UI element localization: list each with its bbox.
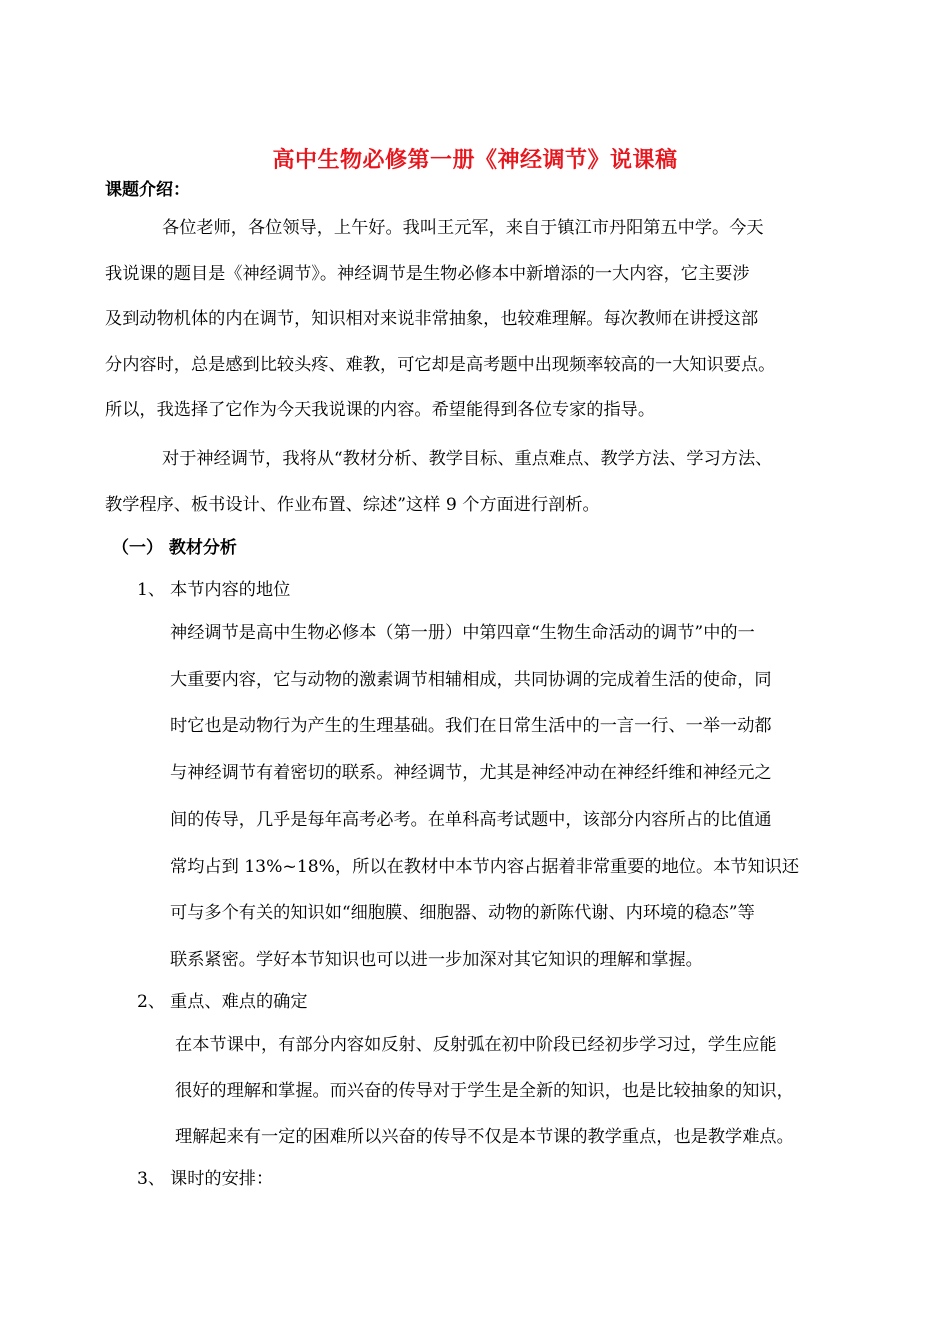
text-line: 及到动物机体的内在调节，知识相对来说非常抽象，也较难理解。每次教师在讲授这部 [105,309,759,329]
text-line: 各位老师，各位领导，上午好。我叫王元军，来自于镇江市丹阳第五中学。今天 [162,218,764,238]
text-line: 可与多个有关的知识如“细胞膜、细胞器、动物的新陈代谢、内环境的稳态”等 [170,903,755,924]
text-line: 对于神经调节，我将从“教材分析、教学目标、重点难点、教学方法、学习方法、 [162,449,773,469]
text-line: 与神经调节有着密切的联系。神经调节，尤其是神经冲动在神经纤维和神经元之 [170,763,772,784]
item-label: 重点、难点的确定 [170,992,308,1012]
intro-heading: 课题介绍： [105,180,190,200]
text-line: 联系紧密。学好本节知识也可以进一步加深对其它知识的理解和掌握。 [170,949,703,970]
text-line: 神经调节是高中生物必修本（第一册）中第四章“生物生命活动的调节”中的一 [170,623,755,643]
text-line: 所以，我选择了它作为今天我说课的内容。希望能得到各位专家的指导。 [105,400,656,420]
item-number: 3、 [137,1169,166,1189]
item-number: 2、 [137,992,166,1012]
text-line: 间的传导，几乎是每年高考必考。在单科高考试题中，该部分内容所占的比值通 [170,809,772,830]
text-line: 时它也是动物行为产生的生理基础。我们在日常生活中的一言一行、一举一动都 [170,716,772,737]
intro-paragraph-1 [105,206,865,434]
item-label: 课时的安排： [170,1169,274,1189]
text-line: 在本节课中，有部分内容如反射、反射弧在初中阶段已经初步学习过，学生应能 [175,1035,777,1055]
text-line: 我说课的题目是《神经调节》。神经调节是生物必修本中新增添的一大内容，它主要涉 [105,263,750,284]
text-line: 大重要内容，它与动物的激素调节相辅相成，共同协调的完成着生活的使命，同 [170,669,772,690]
item-2-paragraph [175,1022,794,1160]
document-title: 高中生物必修第一册《神经调节》说课稿 [272,147,678,173]
section-heading-textbook-analysis: （一） 教材分析 [112,538,237,558]
intro-paragraph-2 [105,437,865,528]
text-line: 常均占到 13%~18%，所以在教材中本节内容占据着非常重要的地位。本节知识还 [170,856,800,877]
text-line: 很好的理解和掌握。而兴奋的传导对于学生是全新的知识，也是比较抽象的知识， [175,1081,794,1101]
text-line: 教学程序、板书设计、作业布置、综述”这样 9 个方面进行剖析。 [105,494,600,515]
item-number: 1、 [137,580,166,600]
item-label: 本节内容的地位 [170,580,291,600]
text-line: 分内容时，总是感到比较头疼、难教，可它却是高考题中出现频率较高的一大知识要点。 [105,354,776,375]
item-1-paragraph [170,610,799,984]
text-line: 理解起来有一定的困难所以兴奋的传导不仅是本节课的教学重点，也是教学难点。 [175,1127,794,1147]
